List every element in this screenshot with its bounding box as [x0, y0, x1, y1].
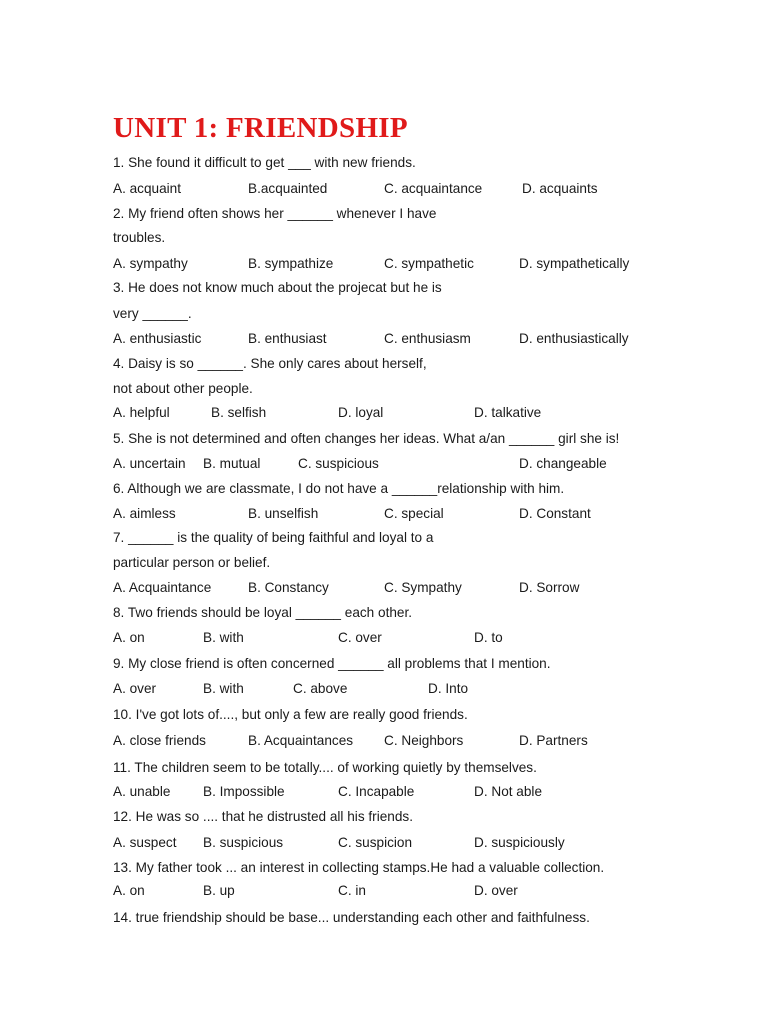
question-12-option: B. suspicious: [203, 835, 284, 850]
question-10-text: 10. I've got lots of...., but only a few are really good friends.: [113, 707, 468, 722]
question-10-option: C. Neighbors: [384, 733, 464, 748]
question-13-option: C. in: [338, 883, 366, 898]
question-6-text: 6. Although we are classmate, I do not have a ______relationship with him.: [113, 481, 565, 496]
question-5-option: A. uncertain: [113, 456, 186, 471]
question-5-option: B. mutual: [203, 456, 261, 471]
question-7-text: 7. ______ is the quality of being faithful and loyal to a: [113, 530, 434, 545]
question-4-text: 4. Daisy is so ______. She only cares about herself,: [113, 356, 427, 371]
question-13-text: 13. My father took ... an interest in collecting stamps.He had a valuable collection.: [113, 860, 605, 875]
question-12-option: A. suspect: [113, 835, 177, 850]
question-3-option: C. enthusiasm: [384, 331, 471, 346]
question-10-option: D. Partners: [519, 733, 588, 748]
question-4-option: D. loyal: [338, 405, 384, 420]
question-2-text: 2. My friend often shows her ______ whenever I have: [113, 206, 437, 221]
question-10-option: B. Acquaintances: [248, 733, 354, 748]
question-13-option: A. on: [113, 883, 145, 898]
question-3-option: B. enthusiast: [248, 331, 327, 346]
question-9-option: D. Into: [428, 681, 469, 696]
question-12-text: 12. He was so .... that he distrusted all his friends.: [113, 809, 413, 824]
question-1-option: C. acquaintance: [384, 181, 483, 196]
question-5-option: D. changeable: [519, 456, 607, 471]
question-7-option: B. Constancy: [248, 580, 329, 595]
question-2-option: A. sympathy: [113, 256, 188, 271]
question-10-option: A. close friends: [113, 733, 206, 748]
question-12-option: D. suspiciously: [474, 835, 565, 850]
question-13-option: B. up: [203, 883, 235, 898]
question-2-option: D. sympathetically: [519, 256, 630, 271]
question-9-option: A. over: [113, 681, 157, 696]
question-7-option: C. Sympathy: [384, 580, 462, 595]
question-4-option: B. selfish: [211, 405, 267, 420]
question-9-text: 9. My close friend is often concerned ______ all problems that I mention.: [113, 656, 551, 671]
question-2-text: troubles.: [113, 230, 166, 245]
question-1-text: 1. She found it difficult to get ___ with new friends.: [113, 155, 416, 170]
question-7-text: particular person or belief.: [113, 555, 271, 570]
question-2-option: C. sympathetic: [384, 256, 474, 271]
question-8-option: A. on: [113, 630, 145, 645]
question-11-option: D. Not able: [474, 784, 543, 799]
question-8-option: C. over: [338, 630, 382, 645]
question-1-option: A. acquaint: [113, 181, 182, 196]
question-4-option: A. helpful: [113, 405, 170, 420]
question-6-option: B. unselfish: [248, 506, 319, 521]
question-1-option: B.acquainted: [248, 181, 328, 196]
question-7-option: D. Sorrow: [519, 580, 580, 595]
question-2-option: B. sympathize: [248, 256, 334, 271]
page-title: UNIT 1: FRIENDSHIP: [113, 112, 408, 144]
question-5-text: 5. She is not determined and often changes her ideas. What a/an ______ girl she is!: [113, 431, 620, 446]
question-11-text: 11. The children seem to be totally.... of working quietly by themselves.: [113, 760, 537, 775]
question-9-option: B. with: [203, 681, 244, 696]
question-3-text: 3. He does not know much about the projecat but he is: [113, 280, 442, 295]
question-12-option: C. suspicion: [338, 835, 413, 850]
question-6-option: D. Constant: [519, 506, 591, 521]
question-11-option: B. Impossible: [203, 784, 285, 799]
question-3-option: D. enthusiastically: [519, 331, 629, 346]
question-11-option: C. Incapable: [338, 784, 415, 799]
question-4-text: not about other people.: [113, 381, 253, 396]
question-8-text: 8. Two friends should be loyal ______ each other.: [113, 605, 413, 620]
question-9-option: C. above: [293, 681, 348, 696]
question-4-option: D. talkative: [474, 405, 542, 420]
question-14-text: 14. true friendship should be base... understanding each other and faithfulness.: [113, 910, 590, 925]
question-6-option: C. special: [384, 506, 444, 521]
question-3-text: very ______.: [113, 306, 192, 321]
question-1-option: D. acquaints: [522, 181, 598, 196]
question-6-option: A. aimless: [113, 506, 176, 521]
question-13-option: D. over: [474, 883, 518, 898]
question-3-option: A. enthusiastic: [113, 331, 202, 346]
question-8-option: D. to: [474, 630, 503, 645]
question-8-option: B. with: [203, 630, 244, 645]
question-11-option: A. unable: [113, 784, 171, 799]
question-5-option: C. suspicious: [298, 456, 379, 471]
question-7-option: A. Acquaintance: [113, 580, 212, 595]
